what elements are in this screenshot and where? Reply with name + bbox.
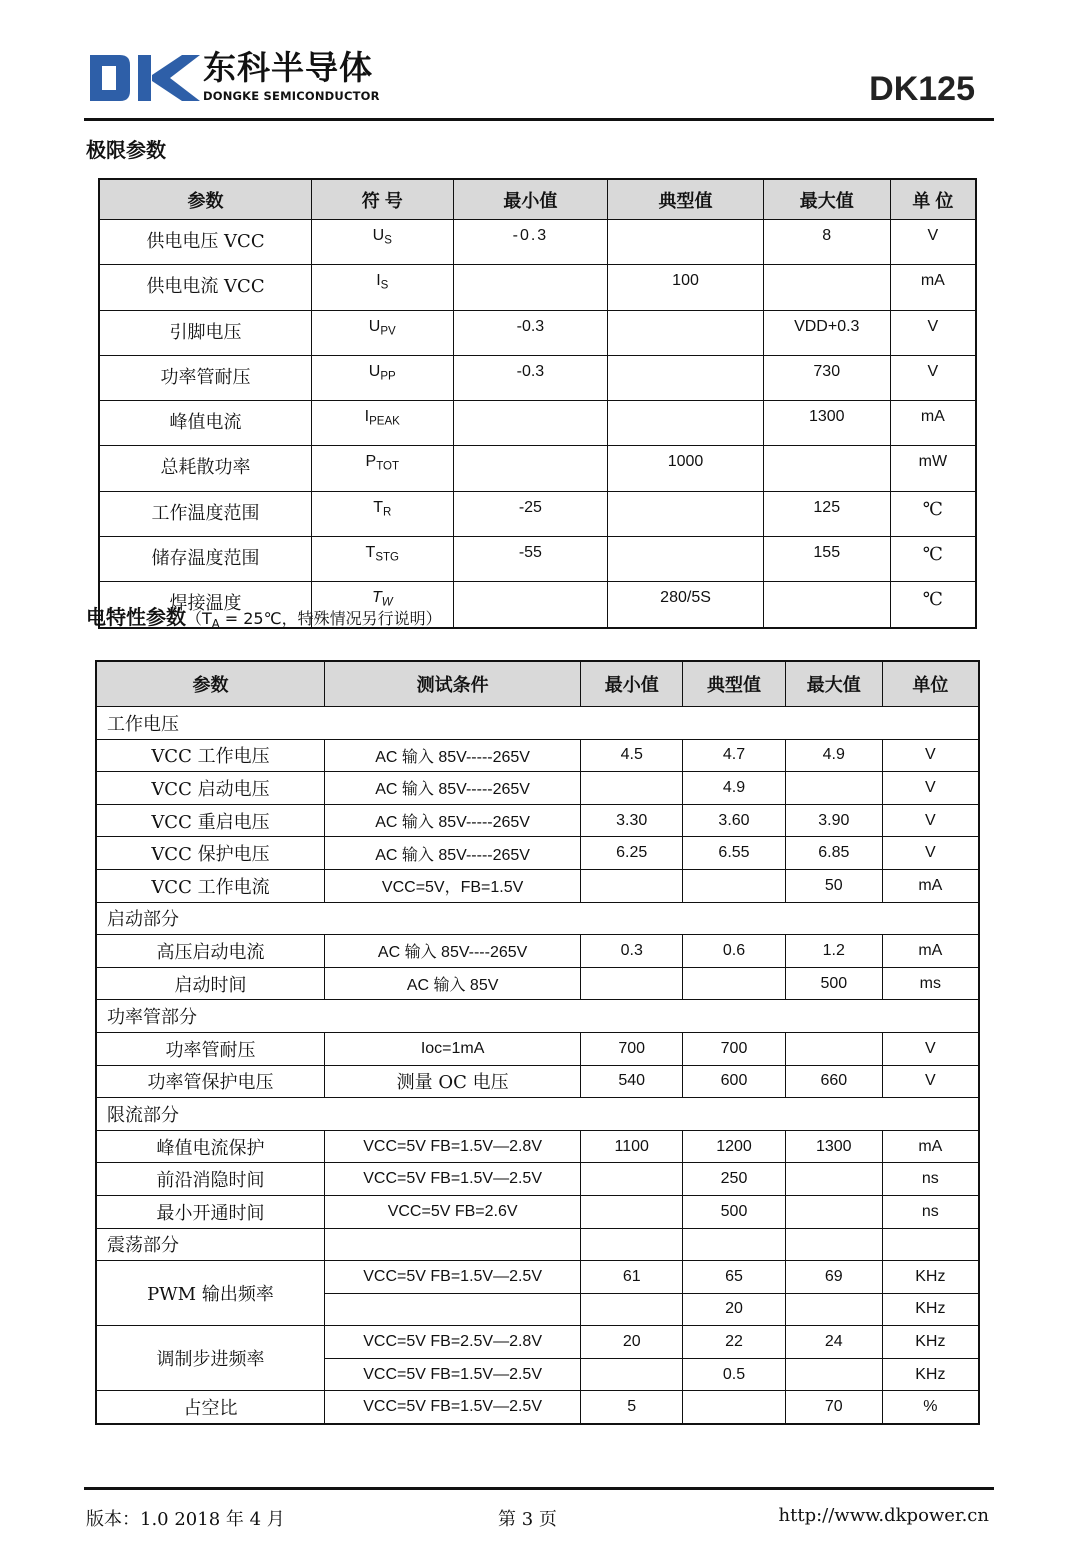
typ-value [608, 537, 764, 582]
typ-value: 0.5 [683, 1358, 786, 1391]
test-condition: VCC=5V FB=2.5V—2.8V [324, 1326, 580, 1359]
param-name: 峰值电流 [99, 401, 311, 446]
test-condition: Ioc=1mA [324, 1032, 580, 1065]
unit: KHz [882, 1261, 979, 1294]
test-condition: VCC=5V FB=1.5V—2.5V [324, 1391, 580, 1424]
typ-value: 4.7 [683, 739, 786, 772]
min-value: 6.25 [581, 837, 683, 870]
min-value: 3.30 [581, 804, 683, 837]
test-condition: AC 输入 85V-----265V [324, 772, 580, 805]
table-row [99, 220, 976, 265]
test-condition: AC 输入 85V-----265V [324, 739, 580, 772]
unit: % [882, 1391, 979, 1424]
typ-value: 1200 [683, 1130, 786, 1163]
max-value: 4.9 [785, 739, 882, 772]
max-value [785, 1032, 882, 1065]
col-header: 符 号 [311, 179, 453, 220]
unit: ℃ [890, 491, 976, 536]
table-header-row [96, 661, 979, 707]
col-header: 最小值 [453, 179, 608, 220]
unit: ms [882, 967, 979, 1000]
typ-value: 280/5S [608, 582, 764, 628]
param-name: VCC 启动电压 [96, 772, 324, 805]
param-name: 启动时间 [96, 967, 324, 1000]
param-name: VCC 保护电压 [96, 837, 324, 870]
typ-value: 4.9 [683, 772, 786, 805]
min-value: -25 [453, 491, 608, 536]
unit: V [882, 739, 979, 772]
unit: KHz [882, 1326, 979, 1359]
footer-url[interactable]: http://www.dkpower.cn [778, 1505, 989, 1526]
footer-version: 版本：1.0 2018 年 4 月 [86, 1509, 285, 1530]
typ-value [683, 1391, 786, 1424]
unit: mA [882, 1130, 979, 1163]
typ-value: 600 [683, 1065, 786, 1098]
abs-max-title: 极限参数 [86, 138, 166, 162]
unit: KHz [882, 1358, 979, 1391]
empty-cell [683, 1228, 786, 1261]
unit: mA [882, 869, 979, 902]
min-value [581, 1195, 683, 1228]
param-symbol: $U_S$ [311, 220, 453, 265]
max-value: 125 [763, 491, 890, 536]
max-value [785, 772, 882, 805]
param-name: PWM 输出频率 [96, 1261, 324, 1326]
elec-char-table [95, 660, 980, 1425]
model-number: DK125 [869, 70, 975, 108]
max-value: 1300 [763, 401, 890, 446]
typ-value: 65 [683, 1261, 786, 1294]
typ-value: 250 [683, 1163, 786, 1196]
param-name: VCC 重启电压 [96, 804, 324, 837]
min-value [453, 265, 608, 310]
min-value [581, 967, 683, 1000]
group-label: 启动部分 [96, 902, 979, 935]
typ-value [608, 310, 764, 355]
typ-value [608, 355, 764, 400]
max-value: 1300 [785, 1130, 882, 1163]
param-symbol: $P_{TOT}$ [311, 446, 453, 491]
typ-value [608, 220, 764, 265]
header-rule [84, 118, 994, 121]
typ-value: 3.60 [683, 804, 786, 837]
max-value: 3.90 [785, 804, 882, 837]
max-value [785, 1358, 882, 1391]
typ-value: 500 [683, 1195, 786, 1228]
test-condition [324, 1293, 580, 1326]
min-value [581, 772, 683, 805]
col-header: 测试条件 [324, 661, 580, 707]
max-value [785, 1195, 882, 1228]
table-row [96, 1065, 979, 1098]
unit: mA [882, 935, 979, 968]
unit: mW [890, 446, 976, 491]
param-name: 供电电压 VCC [99, 220, 311, 265]
table-row [96, 869, 979, 902]
col-header: 最小值 [581, 661, 683, 707]
min-value: 1100 [581, 1130, 683, 1163]
param-name: 引脚电压 [99, 310, 311, 355]
col-header: 最大值 [785, 661, 882, 707]
empty-cell [882, 1228, 979, 1261]
group-label: 限流部分 [96, 1098, 979, 1131]
test-condition: VCC=5V FB=2.6V [324, 1195, 580, 1228]
table-row [99, 265, 976, 310]
test-condition: VCC=5V FB=1.5V—2.8V [324, 1130, 580, 1163]
unit: mA [890, 401, 976, 446]
company-logo-mark [90, 55, 200, 101]
param-symbol: $U_{PV}$ [311, 310, 453, 355]
table-row [99, 401, 976, 446]
table-row [96, 1326, 979, 1359]
max-value: 1.2 [785, 935, 882, 968]
table-row [96, 804, 979, 837]
col-header: 典型值 [683, 661, 786, 707]
param-symbol: $T_{STG}$ [311, 537, 453, 582]
min-value: 0.3 [581, 935, 683, 968]
min-value: -55 [453, 537, 608, 582]
elec-char-title: 电特性参数（$T_A$ = 25℃，特殊情况另行说明） [86, 605, 442, 631]
max-value: 8 [763, 220, 890, 265]
table-row [96, 1261, 979, 1294]
table-row [99, 310, 976, 355]
typ-value [608, 491, 764, 536]
col-header: 典型值 [608, 179, 764, 220]
group-row [96, 1098, 979, 1131]
max-value: VDD+0.3 [763, 310, 890, 355]
min-value: -0.3 [453, 220, 608, 265]
param-name: 供电电流 VCC [99, 265, 311, 310]
max-value [763, 446, 890, 491]
col-header: 最大值 [763, 179, 890, 220]
min-value: 5 [581, 1391, 683, 1424]
test-condition: AC 输入 85V [324, 967, 580, 1000]
typ-value: 1000 [608, 446, 764, 491]
max-value: 660 [785, 1065, 882, 1098]
table-row [96, 935, 979, 968]
table-row [96, 1032, 979, 1065]
param-name: VCC 工作电压 [96, 739, 324, 772]
min-value [581, 1293, 683, 1326]
table-header-row [99, 179, 976, 220]
empty-cell [324, 1228, 580, 1261]
min-value [581, 1358, 683, 1391]
param-name: 最小开通时间 [96, 1195, 324, 1228]
table-row [99, 355, 976, 400]
param-name: 功率管耐压 [96, 1032, 324, 1065]
min-value [581, 1163, 683, 1196]
table-row [96, 1163, 979, 1196]
unit: ns [882, 1163, 979, 1196]
max-value [763, 582, 890, 628]
param-symbol: $T_W$ [311, 582, 453, 628]
typ-value: 22 [683, 1326, 786, 1359]
min-value: 20 [581, 1326, 683, 1359]
param-name: 调制步进频率 [96, 1326, 324, 1391]
max-value: 500 [785, 967, 882, 1000]
min-value [581, 869, 683, 902]
empty-cell [785, 1228, 882, 1261]
min-value: 700 [581, 1032, 683, 1065]
max-value [785, 1163, 882, 1196]
col-header: 单位 [882, 661, 979, 707]
footer-rule [84, 1487, 994, 1490]
typ-value [683, 869, 786, 902]
unit: mA [890, 265, 976, 310]
test-condition: VCC=5V，FB=1.5V [324, 869, 580, 902]
abs-max-table [98, 178, 977, 629]
param-symbol: $T_R$ [311, 491, 453, 536]
min-value: 540 [581, 1065, 683, 1098]
empty-cell [581, 1228, 683, 1261]
unit: V [890, 310, 976, 355]
test-condition: 测量 OC 电压 [324, 1065, 580, 1098]
company-logo-en: DONGKE SEMICONDUCTOR [203, 89, 380, 103]
col-header: 参数 [99, 179, 311, 220]
param-name: 焊接温度 [99, 582, 311, 628]
unit: ℃ [890, 537, 976, 582]
unit: V [882, 804, 979, 837]
table-row [96, 837, 979, 870]
typ-value: 100 [608, 265, 764, 310]
param-name: 占空比 [96, 1391, 324, 1424]
param-name: 前沿消隐时间 [96, 1163, 324, 1196]
param-name: 总耗散功率 [99, 446, 311, 491]
footer-page-number: 第 3 页 [498, 1509, 557, 1530]
param-name: 功率管保护电压 [96, 1065, 324, 1098]
company-logo-cn: 东科半导体 [203, 48, 373, 87]
group-row [96, 1228, 979, 1261]
min-value [453, 446, 608, 491]
table-row [96, 967, 979, 1000]
param-symbol: $U_{PP}$ [311, 355, 453, 400]
table-row [99, 537, 976, 582]
param-symbol: $I_S$ [311, 265, 453, 310]
unit: KHz [882, 1293, 979, 1326]
unit: V [882, 837, 979, 870]
param-name: 功率管耐压 [99, 355, 311, 400]
typ-value: 0.6 [683, 935, 786, 968]
typ-value [608, 401, 764, 446]
max-value: 6.85 [785, 837, 882, 870]
max-value: 155 [763, 537, 890, 582]
group-row [96, 707, 979, 740]
table-row [96, 1195, 979, 1228]
table-row [96, 1130, 979, 1163]
col-header: 单 位 [890, 179, 976, 220]
param-name: 峰值电流保护 [96, 1130, 324, 1163]
typ-value: 20 [683, 1293, 786, 1326]
max-value [763, 265, 890, 310]
unit: V [882, 1065, 979, 1098]
typ-value: 6.55 [683, 837, 786, 870]
group-label: 工作电压 [96, 707, 979, 740]
unit: ℃ [890, 582, 976, 628]
col-header: 参数 [96, 661, 324, 707]
max-value: 69 [785, 1261, 882, 1294]
min-value: 61 [581, 1261, 683, 1294]
table-row [96, 739, 979, 772]
table-row [96, 772, 979, 805]
test-condition: VCC=5V FB=1.5V—2.5V [324, 1163, 580, 1196]
min-value [453, 582, 608, 628]
typ-value: 700 [683, 1032, 786, 1065]
table-row [96, 1391, 979, 1424]
test-condition: VCC=5V FB=1.5V—2.5V [324, 1358, 580, 1391]
typ-value [683, 967, 786, 1000]
test-condition: AC 输入 85V-----265V [324, 837, 580, 870]
max-value: 24 [785, 1326, 882, 1359]
group-row [96, 1000, 979, 1033]
max-value [785, 1293, 882, 1326]
group-row [96, 902, 979, 935]
test-condition: VCC=5V FB=1.5V—2.5V [324, 1261, 580, 1294]
table-row [99, 491, 976, 536]
min-value: -0.3 [453, 310, 608, 355]
min-value: 4.5 [581, 739, 683, 772]
param-name: 高压启动电流 [96, 935, 324, 968]
test-condition: AC 输入 85V----265V [324, 935, 580, 968]
max-value: 730 [763, 355, 890, 400]
group-label: 震荡部分 [96, 1228, 324, 1261]
min-value: -0.3 [453, 355, 608, 400]
test-condition: AC 输入 85V-----265V [324, 804, 580, 837]
unit: V [890, 220, 976, 265]
min-value [453, 401, 608, 446]
elec-char-note: （$T_A$ = 25℃，特殊情况另行说明） [186, 609, 442, 631]
group-label: 功率管部分 [96, 1000, 979, 1033]
max-value: 70 [785, 1391, 882, 1424]
unit: V [882, 1032, 979, 1065]
param-symbol: $I_{PEAK}$ [311, 401, 453, 446]
table-row [99, 446, 976, 491]
max-value: 50 [785, 869, 882, 902]
param-name: 工作温度范围 [99, 491, 311, 536]
unit: V [890, 355, 976, 400]
unit: ns [882, 1195, 979, 1228]
param-name: 储存温度范围 [99, 537, 311, 582]
unit: V [882, 772, 979, 805]
param-name: VCC 工作电流 [96, 869, 324, 902]
